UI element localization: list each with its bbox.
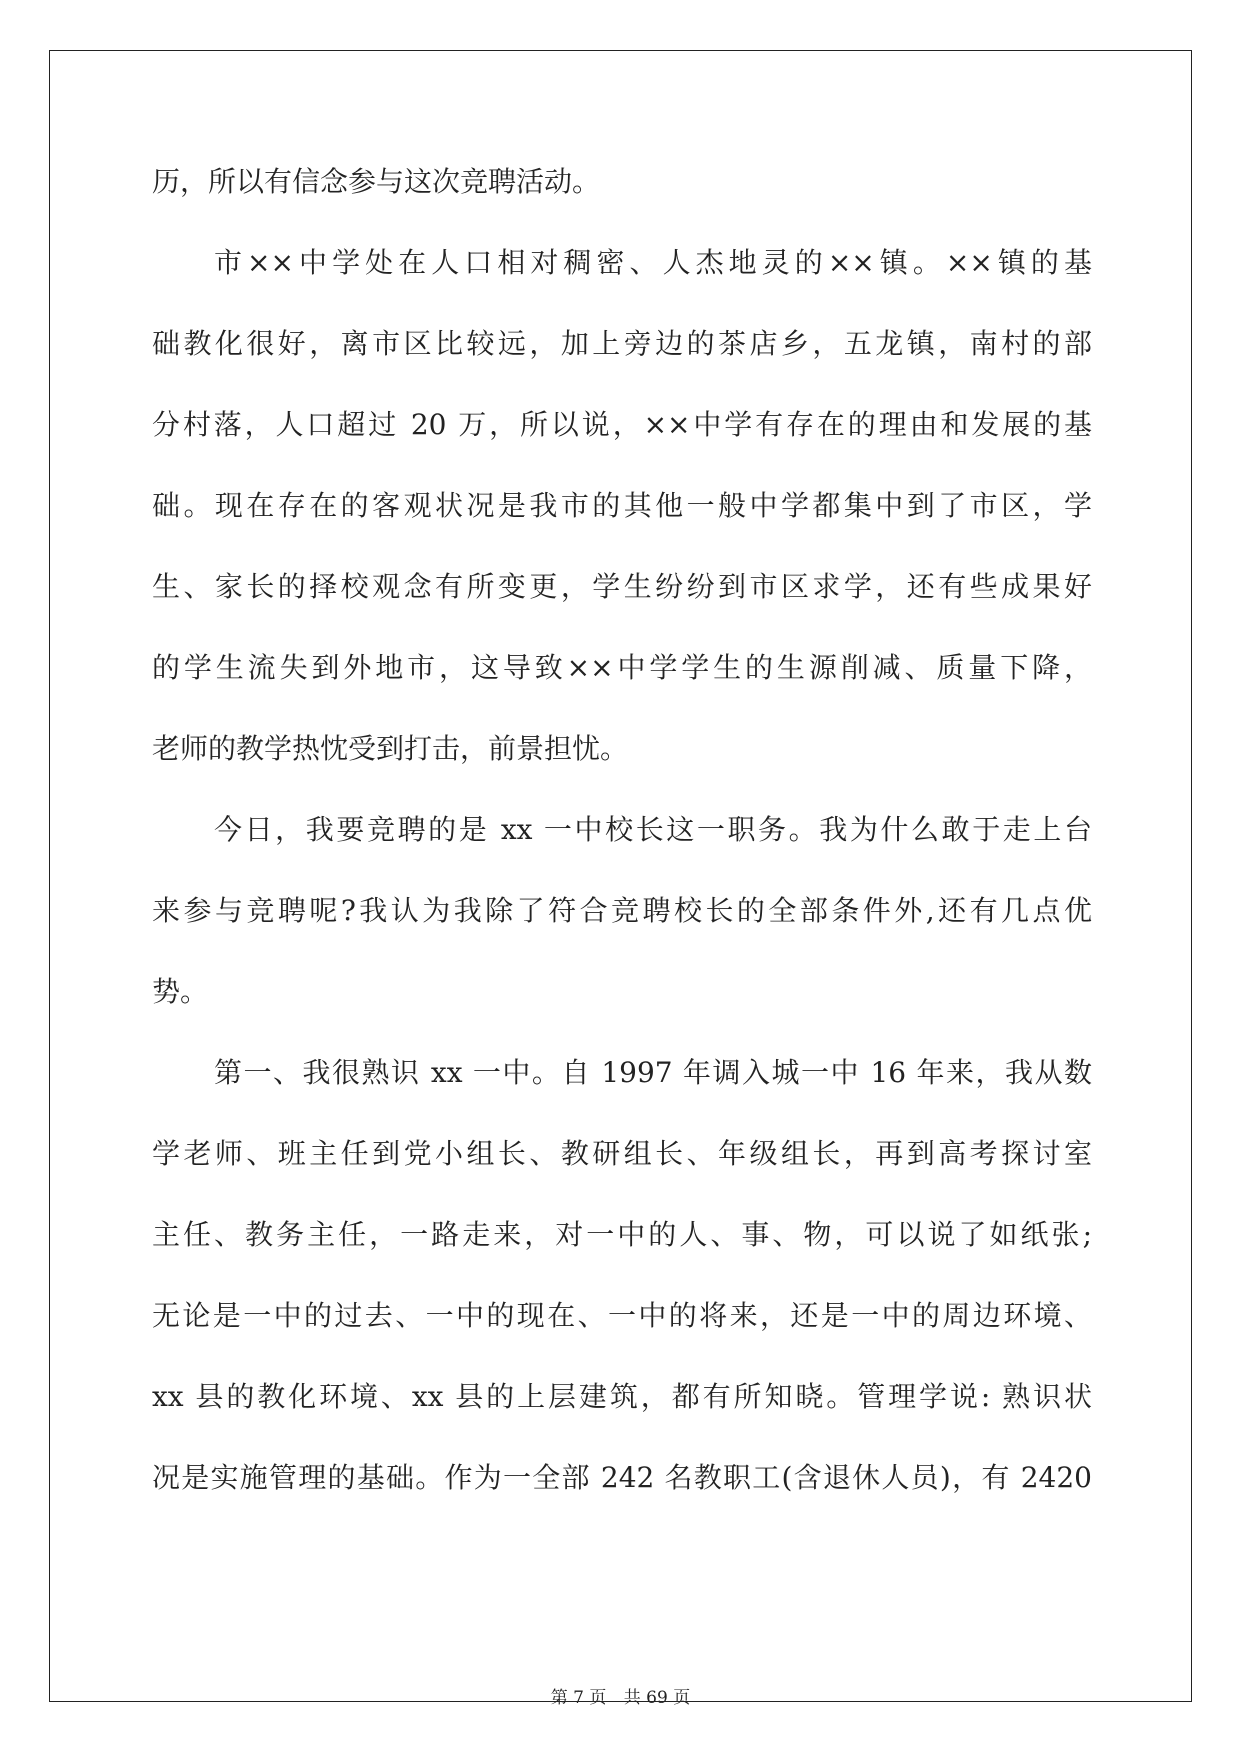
text-line: 础。现在存在的客观状况是我市的其他一般中学都集中到了市区，学 xyxy=(152,489,1092,522)
text-line: 的学生流失到外地市，这导致××中学学生的生源削减、质量下降， xyxy=(152,651,1092,684)
text-line: 学老师、班主任到党小组长、教研组长、年级组长，再到高考探讨室 xyxy=(152,1137,1092,1170)
text-line: 分村落，人口超过 20 万，所以说，××中学有存在的理由和发展的基 xyxy=(152,408,1092,441)
text-line: 老师的教学热忱受到打击，前景担忧。 xyxy=(152,732,629,765)
text-line: 况是实施管理的基础。作为一全部 242 名教职工(含退休人员)，有 2420 xyxy=(152,1461,1092,1494)
text-line: 今日，我要竞聘的是 xx 一中校长这一职务。我为什么敢于走上台 xyxy=(214,813,1092,846)
page-number: 第 7 页 xyxy=(550,1688,607,1708)
page-footer xyxy=(0,1683,1241,1708)
page-total: 共 69 页 xyxy=(623,1688,691,1708)
document-body xyxy=(152,152,1092,1529)
text-line: 第一、我很熟识 xx 一中。自 1997 年调入城一中 16 年来，我从数 xyxy=(214,1056,1092,1089)
text-line: 势。 xyxy=(152,975,209,1008)
text-line: 市××中学处在人口相对稠密、人杰地灵的××镇。××镇的基 xyxy=(214,246,1092,279)
text-line: 历，所以有信念参与这次竞聘活动。 xyxy=(152,165,601,198)
text-line: 主任、教务主任，一路走来，对一中的人、事、物，可以说了如纸张; xyxy=(152,1218,1092,1251)
text-line: 来参与竞聘呢?我认为我除了符合竞聘校长的全部条件外,还有几点优 xyxy=(152,894,1092,927)
text-line: 无论是一中的过去、一中的现在、一中的将来，还是一中的周边环境、 xyxy=(152,1299,1092,1332)
text-line: xx 县的教化环境、xx 县的上层建筑，都有所知晓。管理学说: 熟识状 xyxy=(152,1380,1092,1413)
text-line: 础教化很好，离市区比较远，加上旁边的茶店乡，五龙镇，南村的部 xyxy=(152,327,1092,360)
text-line: 生、家长的择校观念有所变更，学生纷纷到市区求学，还有些成果好 xyxy=(152,570,1092,603)
